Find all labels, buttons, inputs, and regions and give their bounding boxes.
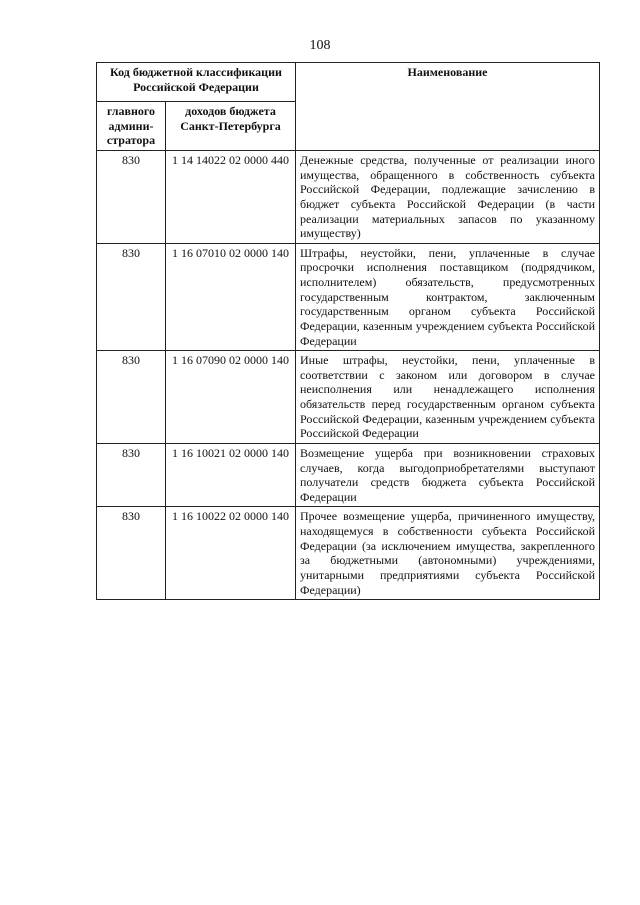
header-chief-administrator: главного админи-стратора	[97, 102, 166, 151]
name-cell: Штрафы, неустойки, пени, уплаченные в случае просрочки исполнения поставщиком (подрядчиком, исполнителем) обязательств, предусмотренных государственным контрактом, заключенным государственным органом субъекта Российской Федерации, казенным учреждением субъекта Российской Федерации	[296, 243, 600, 350]
name-cell: Денежные средства, полученные от реализации иного имущества, обращенного в собственность субъекта Российской Федерации, подлежащие зачислению в бюджет субъекта Российской Федерации (в части реализации материальных запасов по указанному имуществу)	[296, 151, 600, 244]
admin-code-cell: 830	[97, 243, 166, 350]
table-row	[97, 443, 600, 507]
name-cell: Прочее возмещение ущерба, причиненного имуществу, находящемуся в собственности субъекта Российской Федерации (за исключением имущества, закрепленного за бюджетными (автономными) учреждениями, унитарными предприятиями субъекта Российской Федерации)	[296, 507, 600, 600]
name-cell: Возмещение ущерба при возникновении страховых случаев, когда выгодоприобретателями выступают получатели средств бюджета субъекта Российской Федерации	[296, 443, 600, 507]
admin-code-cell: 830	[97, 507, 166, 600]
page-number: 108	[309, 38, 331, 53]
admin-code-cell: 830	[97, 151, 166, 244]
budget-classification-table	[96, 62, 600, 600]
name-cell: Иные штрафы, неустойки, пени, уплаченные в соответствии с законом или договором в случае неисполнения или ненадлежащего исполнения обязательств перед государственным органом субъекта Российской Федерации, казенным учреждением субъекта Российской Федерации	[296, 351, 600, 444]
table-row	[97, 507, 600, 600]
header-budget-income: доходов бюджета Санкт-Петербурга	[166, 102, 296, 151]
table-row	[97, 151, 600, 244]
header-classification-code: Код бюджетной классификации Российской Федерации	[97, 63, 296, 102]
income-code-cell: 1 14 14022 02 0000 440	[166, 151, 296, 244]
header-name: Наименование	[296, 63, 600, 151]
income-code-cell: 1 16 10022 02 0000 140	[166, 507, 296, 600]
admin-code-cell: 830	[97, 443, 166, 507]
table-row	[97, 351, 600, 444]
table-row	[97, 243, 600, 350]
income-code-cell: 1 16 07010 02 0000 140	[166, 243, 296, 350]
income-code-cell: 1 16 10021 02 0000 140	[166, 443, 296, 507]
admin-code-cell: 830	[97, 351, 166, 444]
income-code-cell: 1 16 07090 02 0000 140	[166, 351, 296, 444]
